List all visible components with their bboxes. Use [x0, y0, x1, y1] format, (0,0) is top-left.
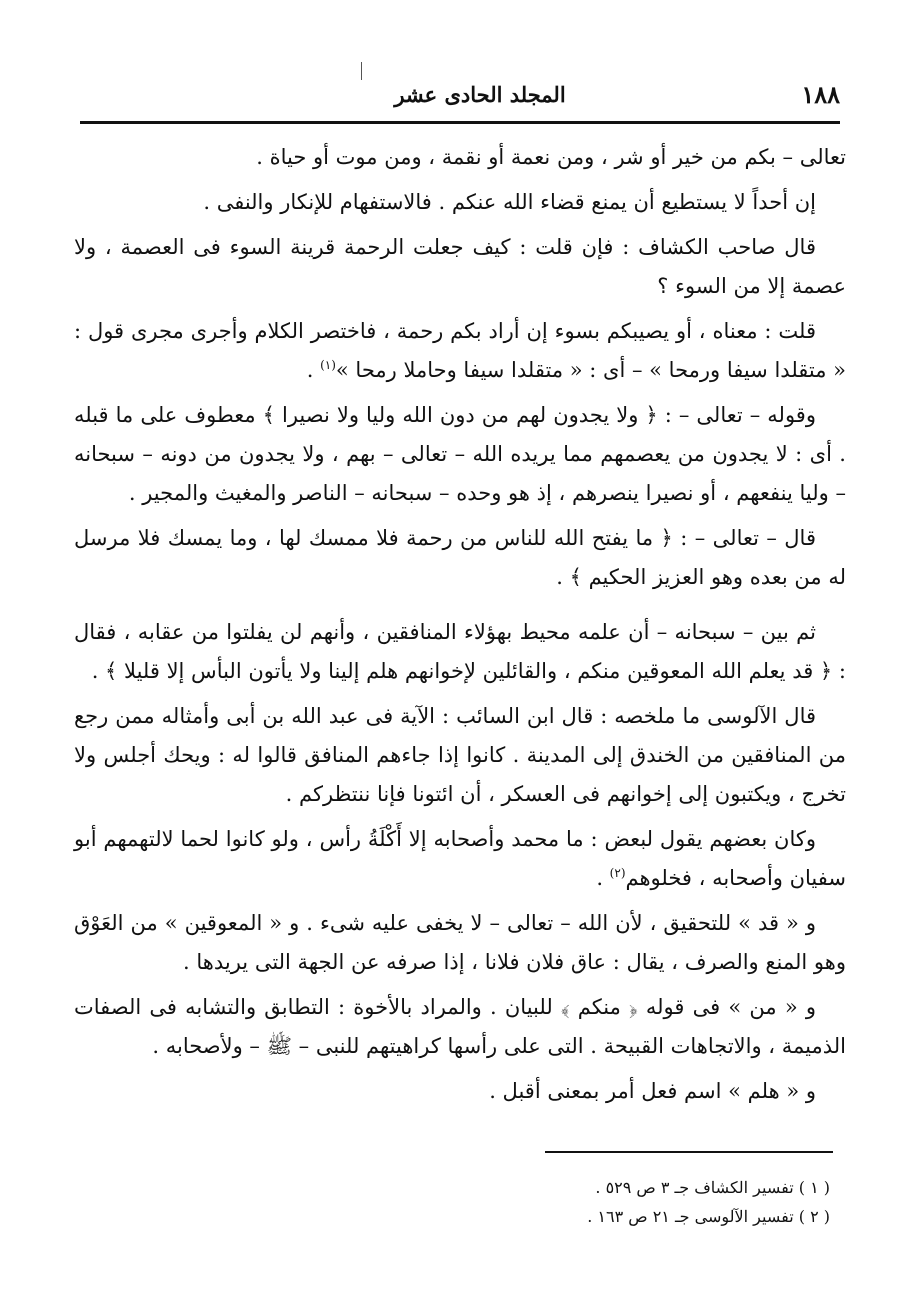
paragraph-11: و « من » فى قوله ﴿ منكم ﴾ للبيان . والمراد بالأخوة : التطابق والتشابه فى الصفات الذميمة ، والاتجاهات القبيحة . التى على رأسها كراهيتهم للنبى – ﷺ – ولأصحابه .	[74, 995, 846, 1058]
footnote-2: ( ٢ ) تفسير الآلوسى جـ ٢١ ص ١٦٣ .	[587, 1207, 830, 1226]
footnote-ref-1: (١)	[320, 358, 336, 372]
body-text	[74, 138, 846, 1117]
paragraph-9	[74, 820, 846, 898]
paragraph-1: تعالى – بكم من خير أو شر ، ومن نعمة أو نقمة ، ومن موت أو حياة .	[256, 145, 846, 169]
footnotes	[400, 1173, 830, 1231]
paragraph-3: قال صاحب الكشاف : فإن قلت : كيف جعلت الرحمة قرينة السوء فى العصمة ، ولا عصمة إلا من السوء ؟	[74, 235, 846, 298]
paragraph-9-end: .	[596, 866, 610, 890]
paragraph-2: إن أحداً لا يستطيع أن يمنع قضاء الله عنكم . فالاستفهام للإنكار والنفى .	[203, 190, 816, 214]
page-header	[80, 76, 840, 116]
header-mark	[361, 62, 362, 80]
paragraph-8: قال الآلوسى ما ملخصه : قال ابن السائب : الآية فى عبد الله بن أبى وأمثاله ممن رجع من المنافقين من الخندق إلى المدينة . كانوا إذا جاءهم المنافق قالوا له : ويحك أجلس ولا تخرج ، ويكتبون إلى إخوانهم فى العسكر ، أن ائتونا فإنا ننتظركم .	[74, 704, 846, 806]
paragraph-9-text: وكان بعضهم يقول لبعض : ما محمد وأصحابه إلا أَكْلَةُ رأس ، ولو كانوا لحما لالتهمهم أبو سفيان وأصحابه ، فخلوهم	[74, 827, 846, 890]
paragraph-10: و « قد » للتحقيق ، لأن الله – تعالى – لا يخفى عليه شىء . و « المعوقين » من العَوْق وهو المنع والصرف ، يقال : عاق فلان فلانا ، إذا صرفه عن الجهة التى يريدها .	[74, 911, 846, 974]
paragraph-4-text: قلت : معناه ، أو يصيبكم بسوء إن أراد بكم رحمة ، فاختصر الكلام وأجرى مجرى قول : « متقلدا سيفا ورمحا » – أى : « متقلدا سيفا وحاملا رمحا »	[74, 319, 846, 382]
paragraph-7: ثم بين – سبحانه – أن علمه محيط بهؤلاء المنافقين ، وأنهم لن يفلتوا من عقابه ، فقال : ﴿ قد يعلم الله المعوقين منكم ، والقائلين لإخوانهم هلم إلينا ولا يأتون البأس إلا قليلا ﴾ .	[74, 620, 846, 683]
footnote-rule	[545, 1151, 833, 1153]
page-number: ١٨٨	[801, 80, 840, 109]
paragraph-5: وقوله – تعالى – : ﴿ ولا يجدون لهم من دون الله وليا ولا نصيرا ﴾ معطوف على ما قبله . أى : لا يجدون من يعصمهم مما يريده الله – تعالى – بهم ، ولا يجدون من دونه – سبحانه – وليا ينفعهم ، أو نصيرا ينصرهم ، إذ هو وحده – سبحانه – الناصر والمغيث والمجير .	[74, 403, 846, 505]
running-title: المجلد الحادى عشر	[394, 82, 566, 107]
paragraph-4	[74, 312, 846, 390]
paragraph-4-end: .	[306, 358, 321, 382]
paragraph-6: قال – تعالى – : ﴿ ما يفتح الله للناس من رحمة فلا ممسك لها ، وما يمسك فلا مرسل له من بعده وهو العزيز الحكيم ﴾ .	[74, 526, 846, 589]
paragraph-12: و « هلم » اسم فعل أمر بمعنى أقبل .	[489, 1079, 816, 1103]
footnote-1: ( ١ ) تفسير الكشاف جـ ٣ ص ٥٢٩ .	[595, 1178, 830, 1197]
header-rule	[80, 121, 840, 124]
footnote-ref-2: (٢)	[609, 866, 626, 880]
